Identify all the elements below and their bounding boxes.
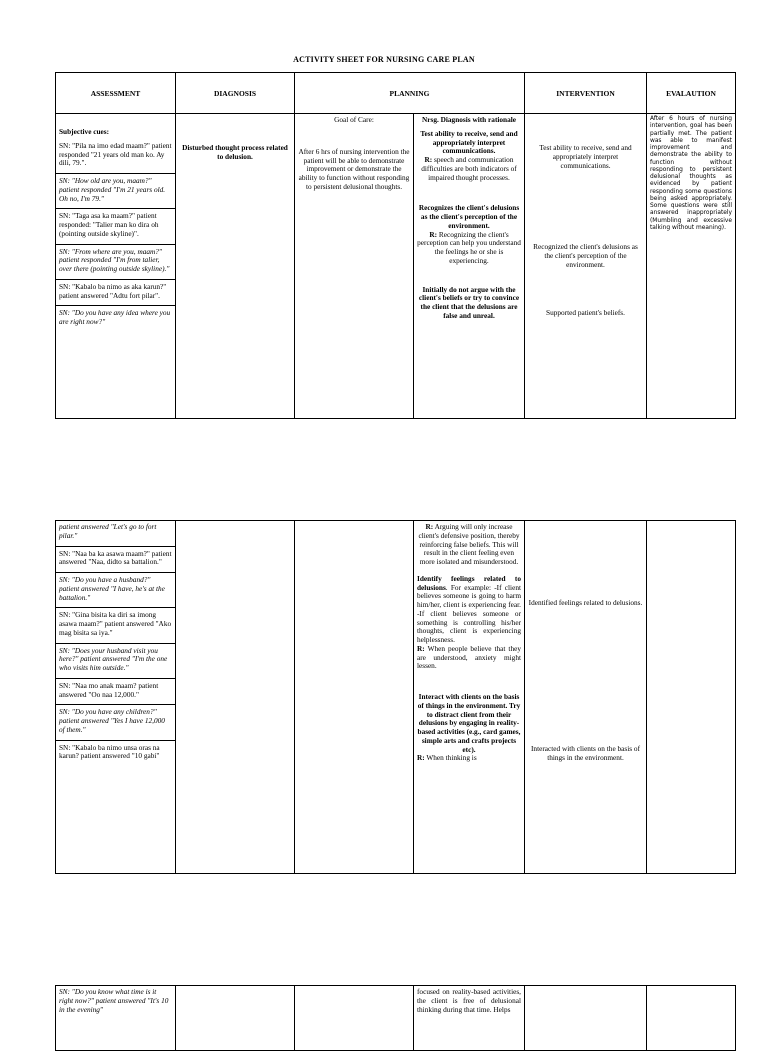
nrsg-item-head: Interact with clients on the basis of things in the environment. Try to distract client from their delusions by engaging in reality-based activities (e.g., card games, simple arts and crafts projects etc). (417, 692, 521, 754)
rationale-label: R: (417, 643, 425, 653)
cue-item: SN: "Naa mo anak maam? patient answered "Oo naa 12,000." (59, 680, 159, 699)
goal-text: After 6 hrs of nursing intervention the patient will be able to demonstrate improvement or demonstrate the ability to function without responding to persistent delusional thoughts. (298, 146, 410, 191)
cue-item: SN: "How old are you, maam?" patient responded "I'm 21 years old. Oh no, I'm 79." (59, 176, 166, 203)
cue-item: SN: "Kabalo ba nimo as aka karun?" patient answered "Adtu fort pilar". (59, 281, 167, 300)
rationale-text: Arguing will only increase client's defensive position, thereby reinforcing false beliefs. This will result in the client feeling even more isolated and misunderstood. (418, 522, 520, 566)
cue-item: SN: "Naa ba ka asawa maam?" patient answered "Naa, didto sa battalion." (59, 548, 172, 567)
cue-item: SN: "Gina bisita ka diri sa imong asawa maam?" patient answered "Ako mag bisita sa iya." (59, 610, 172, 637)
rationale-label: R: (425, 522, 434, 531)
rationale-text: speech and communication difficulties are both indicators of impaired thought processes. (421, 155, 517, 182)
goal-label: Goal of Care: (334, 115, 374, 124)
diagnosis-cell (176, 986, 295, 1051)
care-plan-table-page1 (55, 72, 736, 419)
nrsg-cell (414, 521, 525, 874)
header-planning: PLANNING (295, 73, 525, 114)
rationale-text: Recognizing the client's perception can help you understand the feelings he or she is experiencing. (417, 229, 521, 265)
evaluation-cell (647, 114, 736, 419)
intervention-cell (525, 521, 647, 874)
goal-cell (295, 986, 414, 1051)
cue-item: SN: "Taga asa ka maam?" patient responded: "Talier man ko dira oh (pointing outside skyline)". (59, 211, 159, 238)
intervention-item: Supported patient's beliefs. (546, 307, 625, 317)
nrsg-cell (414, 986, 525, 1051)
nrsg-item-text: . For example: -If client believes someone is going to harm him/her, client is experiencing fear. -If client believes someone or something is controlling his/her thoughts, client is experiencing helplessness. (417, 582, 521, 644)
intervention-item: Interacted with clients on the basis of things in the environment. (530, 743, 640, 762)
cue-item: SN: "From where are you, maam?" patient responded "I'm from talier, over there (pointing outside skyline)." (59, 246, 170, 273)
header-diagnosis: DIAGNOSIS (176, 73, 295, 114)
assessment-cell (56, 521, 176, 874)
header-evaluation: EVALAUTION (647, 73, 736, 114)
rationale-text: When thinking is (424, 753, 477, 763)
goal-cell (295, 521, 414, 874)
nrsg-label: Nrsg. Diagnosis with rationale (421, 115, 517, 124)
intervention-item: Identified feelings related to delusions. (528, 598, 643, 607)
nrsg-item-head: Test ability to receive, send and appropriately interpret communications. (420, 128, 518, 156)
cue-item: patient answered "Let's go to fort pilar." (59, 522, 157, 540)
cue-item: SN: "Do you know what time is it right now?" patient answered "It's 10 in the evening" (59, 987, 169, 1014)
rationale-text: focused on reality-based activities, the client is free of delusional thinking during that time. Helps (417, 987, 521, 1014)
rationale-label: R: (429, 229, 438, 239)
evaluation-cell (647, 521, 736, 874)
evaluation-text: After 6 hours of nursing intervention, goal has been partially met. The patient was able to manifest improvement and demonstrate the ability to function without responding to persistent delusional thoughts as evidenced by patient responding some questions being asked appropriately. Some questions were still answered inappropriately (Mumbling and excessive talking without meaning). (650, 116, 732, 231)
diagnosis-cell (176, 521, 295, 874)
evaluation-cell (647, 986, 736, 1051)
intervention-item: Recognized the client's delusions as the client's perception of the environment. (533, 242, 638, 269)
goal-cell (295, 114, 414, 419)
cue-item: SN: "Do you have any children?" patient answered "Yes I have 12,000 of them." (59, 707, 165, 734)
assessment-cell (56, 986, 176, 1051)
nrsg-cell (414, 114, 525, 419)
header-intervention: INTERVENTION (525, 73, 647, 114)
rationale-text: When people believe that they are understood, anxiety might lessen. (417, 643, 521, 671)
cue-item: SN: "Do you have any idea where you are right now?" (59, 308, 171, 326)
nrsg-item-head: Initially do not argue with the client's beliefs or try to convince the client that the delusions are false and unreal. (418, 284, 520, 320)
intervention-item: Test ability to receive, send and appropriately interpret communications. (539, 143, 632, 170)
cue-item: SN: "Pila na imo edad maam?" patient responded "21 years old man ko. Ay dili, 79.". (59, 140, 172, 168)
assessment-cell (56, 114, 176, 419)
diagnosis-cell (176, 114, 295, 419)
rationale-label: R: (424, 155, 433, 164)
nrsg-item-head: Identify feelings related to delusions (417, 573, 521, 592)
page-title: ACTIVITY SHEET FOR NURSING CARE PLAN (293, 55, 475, 64)
cue-item: SN: "Kabalo ba nimo unsa oras na karun? patient answered "10 gabi" (59, 742, 160, 761)
header-assessment: ASSESSMENT (56, 73, 176, 114)
cue-item: SN: "Do you have a husband?" patient answered "I have, he's at the battalion." (59, 575, 165, 602)
intervention-cell (525, 986, 647, 1051)
care-plan-table-page2 (55, 520, 736, 874)
nrsg-item-head: Recognizes the client's delusions as the client's perception of the environment. (418, 203, 520, 230)
rationale-label: R: (417, 753, 425, 763)
care-plan-table-page3 (55, 985, 736, 1051)
cue-item: SN: "Does your husband visit you here?" patient answered "I'm the one who visits him outside." (59, 645, 168, 672)
intervention-cell (525, 114, 647, 419)
subjective-cues-label: Subjective cues: (59, 127, 110, 136)
diagnosis-text: Disturbed thought process related to delusion. (182, 143, 288, 161)
